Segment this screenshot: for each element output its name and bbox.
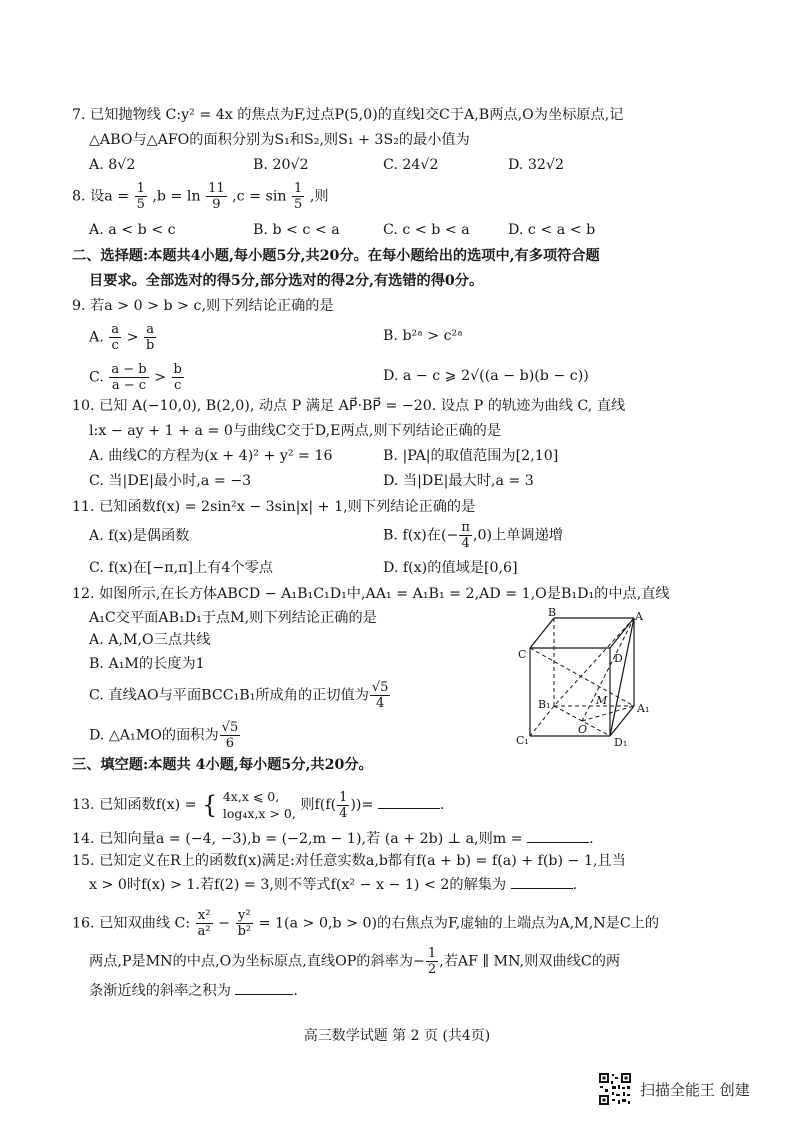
q16-stem-line1: 16. 已知双曲线 C: $\frac{\text{x²}}{\text{a²}}$ − $\frac{\text{y²}}{\text{b²}}$ = 1(a > 0,b > 0)的右焦点为F,虚轴的上端点为A,M,N是C上的 (72, 908, 660, 939)
q12-stem-line2: A₁C交平面AB₁D₁于点M,则下列结论正确的是 (89, 610, 377, 626)
section2-heading-line1: 二、选择题:本题共4小题,每小题5分,共20分。在每小题给出的选项中,有多项符合题 (72, 248, 600, 264)
fig-label-b: B (548, 608, 557, 619)
q7-stem-line2: △ABO与△AFO的面积分别为S₁和S₂,则S₁ + 3S₂的最小值为 (89, 132, 470, 148)
q8-option-a: A. a < b < c (89, 222, 176, 238)
q7-option-d: D. 32√2 (508, 157, 565, 173)
q13-answer-blank[interactable] (378, 794, 440, 809)
q8-frac-c: $\frac{1}{5}$ (294, 181, 303, 212)
q8-frac-a: $\frac{1}{5}$ (136, 181, 145, 212)
q14-stem: 14. 已知向量a = (−4, −3),b = (−2,m − 1),若 (a + 2b) ⊥ a,则m = . (72, 828, 594, 849)
q11-option-a: A. f(x)是偶函数 (89, 528, 190, 544)
q8-option-d: D. c < a < b (508, 222, 596, 238)
q7-stem-line1: 7. 已知抛物线 C:y² = 4x 的焦点为F,过点P(5,0)的直线l交C于A,B两点,O为坐标原点,记 (72, 107, 624, 123)
fig-label-c: C (518, 648, 527, 661)
fig-label-o: O (578, 723, 588, 736)
section3-heading: 三、填空题:本题共 4小题,每小题5分,共20分。 (72, 757, 373, 773)
fig-label-d: D (614, 652, 623, 665)
fig-label-a1: A₁ (637, 702, 650, 715)
q16-stem-line2: 两点,P是MN的中点,O为坐标原点,直线OP的斜率为− $\frac{1}{2}$ ,若AF ∥ MN,则双曲线C的两 (89, 946, 621, 977)
q11-stem: 11. 已知函数f(x) = 2sin²x − 3sin|x| + 1,则下列结论正确的是 (72, 499, 476, 515)
q10-stem-line2: l:x − ay + 1 + a = 0与曲线C交于D,E两点,则下列结论正确的是 (89, 423, 502, 439)
fig-label-c1: C₁ (516, 734, 529, 747)
q9-stem: 9. 若a > 0 > b > c,则下列结论正确的是 (72, 298, 334, 314)
section2-heading-line2: 目要求。全部选对的得5分,部分选对的得2分,有选错的得0分。 (89, 273, 484, 289)
q7-option-c: C. 24√2 (383, 157, 439, 173)
q7-option-a: A. 8√2 (89, 157, 136, 173)
q12-stem-line1: 12. 如图所示,在长方体ABCD − A₁B₁C₁D₁中,AA₁ = A₁B₁ = 2,AD = 1,O是B₁D₁的中点,直线 (72, 586, 670, 602)
q12-cuboid-figure (510, 608, 660, 748)
q13-brace: { (202, 791, 218, 819)
q8-option-c: C. c < b < a (383, 222, 470, 238)
q13-cases: 4x,x ⩽ 0, log₄x,x > 0, (222, 789, 296, 821)
q7-option-b: B. 20√2 (253, 157, 309, 173)
page-footer: 高三数学试题 第 2 页 (共4页) (303, 1028, 491, 1044)
q8-stem: 8. 设a = $\frac{1}{5}$ ,b = ln $\frac{11}{9}$ ,c = sin $\frac{1}{5}$ ,则 (72, 181, 329, 212)
q8-option-b: B. b < c < a (253, 222, 340, 238)
fig-label-b1: B₁ (538, 698, 551, 711)
q9-option-d: D. a − c ⩾ 2√((a − b)(b − c)) (383, 368, 589, 384)
fig-label-m: M (596, 694, 608, 707)
q10-option-b: B. |PA|的取值范围为[2,10] (383, 448, 559, 464)
watermark-text: 扫描全能王 创建 (640, 1080, 750, 1099)
q12-option-c: C. 直线AO与平面BCC₁B₁所成角的正切值为 $\frac{√5}{4}$ (89, 680, 389, 711)
q15-stem-line2: x > 0时f(x) > 1.若f(2) = 3,则不等式f(x² − x − 1) < 2的解集为 . (89, 874, 577, 895)
q11-option-d: D. f(x)的值域是[0,6] (383, 560, 518, 576)
fig-label-a: A (635, 610, 643, 623)
q9-option-c: C. $\frac{a - b}{a - c}$ > $\frac{b}{c}$ (89, 362, 182, 393)
q15-answer-blank[interactable] (511, 874, 573, 889)
q12-option-a: A. A,M,O三点共线 (89, 632, 211, 648)
q10-stem-line1: 10. 已知 A(−10,0), B(2,0), 动点 P 满足 AP⃗·BP⃗ = −20. 设点 P 的轨迹为曲线 C, 直线 (72, 398, 626, 414)
fig-label-d1: D₁ (614, 736, 628, 748)
q12-option-b: B. A₁M的长度为1 (89, 656, 205, 672)
q14-answer-blank[interactable] (527, 828, 589, 843)
q10-option-d: D. 当|DE|最大时,a = 3 (383, 473, 534, 489)
q10-option-c: C. 当|DE|最小时,a = −3 (89, 473, 252, 489)
q9-option-b: B. b²ᵃ > c²ᵃ (383, 328, 463, 344)
q9-option-a: A. $\frac{a}{c}$ > $\frac{a}{b}$ (89, 322, 155, 353)
q8-frac-b: $\frac{11}{9}$ (208, 181, 225, 212)
qr-code-icon (598, 1072, 632, 1106)
q16-answer-blank[interactable] (235, 980, 293, 995)
scanner-watermark (598, 1072, 750, 1106)
q11-option-b: B. f(x)在(− $\frac{\pi}{4}$ ,0)上单调递增 (383, 520, 563, 551)
q13-stem: 13. 已知函数f(x) = { 4x,x ⩽ 0, log₄x,x > 0, 则f(f( $\frac{1}{4}$ ))= . (72, 789, 445, 821)
q16-stem-line3: 条渐近线的斜率之积为 . (89, 980, 298, 1001)
q12-option-d: D. △A₁MO的面积为 $\frac{√5}{6}$ (89, 720, 239, 751)
q15-stem-line1: 15. 已知定义在R上的函数f(x)满足:对任意实数a,b都有f(a + b) = f(a) + f(b) − 1,且当 (72, 853, 626, 869)
q11-option-c: C. f(x)在[−π,π]上有4个零点 (89, 560, 273, 576)
q10-option-a: A. 曲线C的方程为(x + 4)² + y² = 16 (89, 448, 333, 464)
